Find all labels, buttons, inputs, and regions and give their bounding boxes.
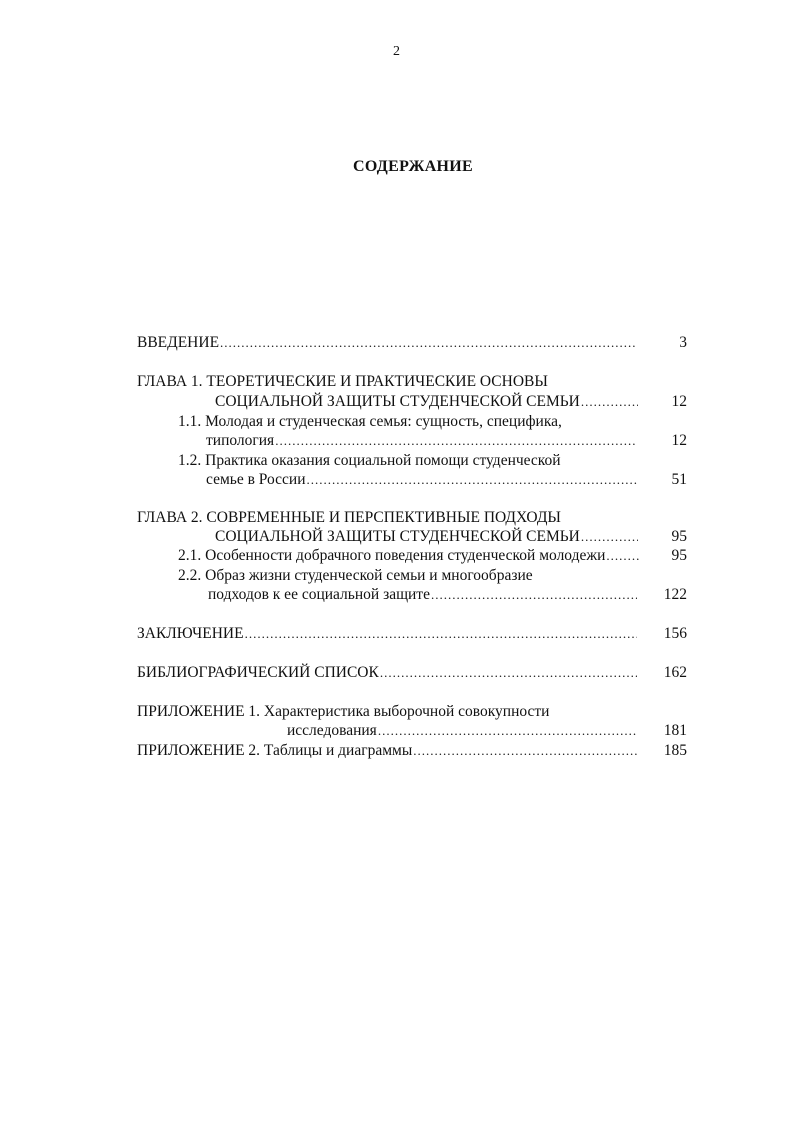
- toc-entry-label: исследования: [287, 722, 377, 739]
- toc-entry-bibliography[interactable]: [137, 663, 638, 683]
- toc-entry-label: СОЦИАЛЬНОЙ ЗАЩИТЫ СТУДЕНЧЕСКОЙ СЕМЬИ: [215, 528, 580, 545]
- toc-entry-label: подходов к ее социальной защите: [208, 586, 430, 603]
- chapter-1-heading-line: [137, 372, 588, 392]
- toc-entry-1-1[interactable]: [206, 431, 638, 451]
- toc-page-number: 12: [671, 432, 687, 449]
- toc-page-number: 12: [671, 393, 687, 410]
- toc-entry-label: 2.1. Особенности добрачного поведения студенческой молодежи: [178, 547, 606, 564]
- toc-entry-label: СОЦИАЛЬНОЙ ЗАЩИТЫ СТУДЕНЧЕСКОЙ СЕМЬИ: [215, 393, 580, 410]
- toc-page-number: 51: [671, 471, 687, 488]
- dot-leader: [380, 663, 637, 683]
- toc-page-number: 122: [663, 586, 687, 603]
- toc-entry-conclusion[interactable]: [137, 624, 638, 644]
- toc-entry-2-1[interactable]: [178, 546, 640, 566]
- toc-entry-2-2[interactable]: [208, 585, 638, 605]
- toc-entry-appendix-2[interactable]: [137, 741, 638, 761]
- toc-page-number: 95: [671, 528, 687, 545]
- toc-entry-label: ПРИЛОЖЕНИЕ 2. Таблицы и диаграммы: [137, 742, 413, 759]
- chapter-1-heading[interactable]: [137, 372, 588, 392]
- toc-entry-chapter-1[interactable]: [215, 392, 639, 412]
- page-title: СОДЕРЖАНИЕ: [352, 158, 474, 175]
- dot-leader: [606, 546, 639, 566]
- toc-page-number: 181: [663, 722, 687, 739]
- toc-page-number: 95: [671, 547, 687, 564]
- toc-entry-label: ЗАКЛЮЧЕНИЕ: [137, 625, 244, 642]
- toc-entry-label: ВВЕДЕНИЕ: [137, 334, 220, 351]
- dot-leader: [220, 333, 637, 353]
- toc-page-number: 3: [679, 334, 687, 351]
- dot-leader: [307, 470, 638, 490]
- toc-page-number: 185: [663, 742, 687, 759]
- dot-leader: [378, 721, 637, 741]
- dot-leader: [245, 624, 637, 644]
- toc-entry-chapter-2[interactable]: [215, 527, 639, 547]
- toc-entry-label: БИБЛИОГРАФИЧЕСКИЙ СПИСОК: [137, 664, 379, 681]
- toc-page-number: 162: [663, 664, 687, 681]
- dot-leader: [413, 741, 637, 761]
- toc-entry-label: семье в России: [206, 471, 306, 488]
- chapter-2-title: ГЛАВА 2. СОВРЕМЕННЫЕ И ПЕРСПЕКТИВНЫЕ ПОДХОДЫ: [137, 509, 561, 526]
- toc-page-number: 156: [663, 625, 687, 642]
- dot-leader: [581, 527, 638, 547]
- dot-leader: [431, 585, 637, 605]
- toc-entry-appendix-1[interactable]: [287, 721, 638, 741]
- chapter-2-heading[interactable]: [137, 508, 561, 528]
- toc-entry-1-1-line1[interactable]: 1.1. Молодая и студенческая семья: сущность, специфика,: [178, 413, 562, 430]
- page-number: 2: [393, 44, 400, 59]
- toc-entry-1-2[interactable]: [206, 470, 638, 490]
- toc-entry-intro[interactable]: [137, 333, 638, 353]
- dot-leader: [275, 431, 637, 451]
- toc-entry-2-2-line1[interactable]: 2.2. Образ жизни студенческой семьи и многообразие: [178, 567, 533, 584]
- toc-entry-appendix-1-line1[interactable]: ПРИЛОЖЕНИЕ 1. Характеристика выборочной совокупности: [137, 703, 550, 720]
- dot-leader: [581, 392, 638, 412]
- chapter-1-title: ГЛАВА 1. ТЕОРЕТИЧЕСКИЕ И ПРАКТИЧЕСКИЕ ОСНОВЫ: [137, 373, 548, 390]
- toc-entry-1-2-line1[interactable]: 1.2. Практика оказания социальной помощи студенческой: [178, 452, 561, 469]
- toc-entry-label: типология: [206, 432, 275, 449]
